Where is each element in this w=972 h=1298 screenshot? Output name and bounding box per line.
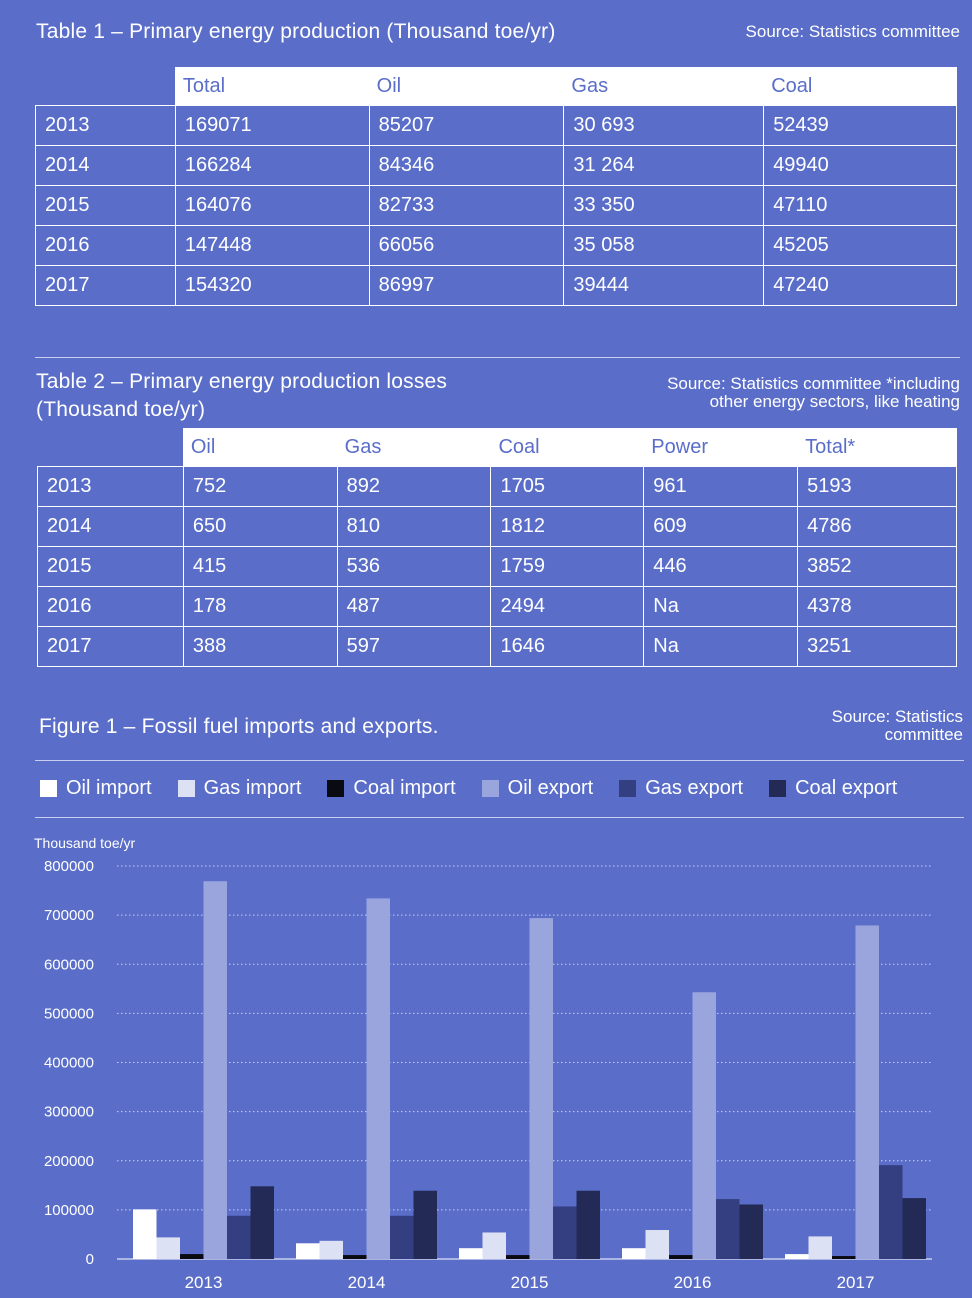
table-cell: 597 bbox=[337, 627, 491, 667]
table1-title: Table 1 – Primary energy production (Thousand toe/yr) bbox=[36, 20, 556, 43]
legend-label: Oil import bbox=[66, 777, 152, 799]
figure1-title: Figure 1 – Fossil fuel imports and exports. bbox=[39, 715, 439, 738]
y-tick-label: 400000 bbox=[43, 1054, 94, 1072]
table-cell: 609 bbox=[644, 507, 798, 547]
x-tick-label: 2017 bbox=[836, 1273, 875, 1292]
table1-header-coal: Coal bbox=[764, 68, 957, 106]
bar bbox=[251, 1186, 275, 1259]
bar bbox=[832, 1256, 856, 1259]
bar bbox=[483, 1232, 507, 1259]
bar bbox=[459, 1248, 483, 1259]
table-cell: 810 bbox=[337, 507, 491, 547]
x-tick-label: 2016 bbox=[673, 1273, 712, 1292]
table-cell: 66056 bbox=[369, 226, 564, 266]
y-tick-label: 700000 bbox=[43, 907, 94, 925]
table2-header-gas: Gas bbox=[337, 429, 491, 467]
bar bbox=[879, 1165, 903, 1259]
table-cell: 752 bbox=[183, 467, 337, 507]
table-cell: 1705 bbox=[491, 467, 644, 507]
bar bbox=[553, 1206, 577, 1259]
bar bbox=[390, 1216, 414, 1259]
bar bbox=[227, 1216, 251, 1259]
table2-header-oil: Oil bbox=[183, 429, 337, 467]
table-cell: 86997 bbox=[369, 266, 564, 306]
table2-title-line2: (Thousand toe/yr) bbox=[36, 398, 206, 421]
table-cell: 388 bbox=[183, 627, 337, 667]
table-cell: 1812 bbox=[491, 507, 644, 547]
table-cell: 2016 bbox=[38, 587, 184, 627]
table-cell: 4786 bbox=[798, 507, 957, 547]
table-cell: 2015 bbox=[38, 547, 184, 587]
table-cell: Na bbox=[644, 587, 798, 627]
table2-header-total: Total* bbox=[798, 429, 957, 467]
table-cell: 961 bbox=[644, 467, 798, 507]
legend-label: Gas export bbox=[645, 777, 744, 799]
table-cell: 30 693 bbox=[564, 106, 764, 146]
bar bbox=[693, 992, 717, 1259]
table-cell: 35 058 bbox=[564, 226, 764, 266]
table-cell: 47240 bbox=[764, 266, 957, 306]
table-cell: 47110 bbox=[764, 186, 957, 226]
table-cell: 49940 bbox=[764, 146, 957, 186]
table2-source-line2: other energy sectors, like heating bbox=[709, 392, 960, 411]
table-cell: 650 bbox=[183, 507, 337, 547]
legend-label: Coal export bbox=[795, 777, 898, 799]
table2-header-coal: Coal bbox=[491, 429, 644, 467]
table1-source: Source: Statistics committee bbox=[745, 22, 960, 41]
y-tick-label: 100000 bbox=[43, 1201, 94, 1219]
bar bbox=[856, 925, 880, 1259]
table-cell: 536 bbox=[337, 547, 491, 587]
table-cell: 892 bbox=[337, 467, 491, 507]
table-cell: 2013 bbox=[38, 467, 184, 507]
table-cell: 2017 bbox=[36, 266, 176, 306]
figure1-source-line1: Source: Statistics bbox=[831, 707, 963, 726]
bar bbox=[577, 1191, 601, 1259]
x-tick-label: 2015 bbox=[510, 1273, 549, 1292]
table1-header-oil: Oil bbox=[369, 68, 564, 106]
legend-label: Oil export bbox=[507, 777, 594, 799]
bar bbox=[622, 1248, 646, 1259]
legend-label: Coal import bbox=[353, 777, 456, 799]
table-cell: 2017 bbox=[38, 627, 184, 667]
table2-title-line1: Table 2 – Primary energy production losses bbox=[36, 370, 448, 393]
table-cell: 446 bbox=[644, 547, 798, 587]
bar bbox=[296, 1243, 320, 1259]
y-tick-label: 0 bbox=[85, 1251, 94, 1268]
table-cell: 166284 bbox=[175, 146, 369, 186]
bar bbox=[716, 1199, 740, 1259]
bar bbox=[506, 1255, 530, 1259]
table2-header-power: Power bbox=[644, 429, 798, 467]
table-cell: 2016 bbox=[36, 226, 176, 266]
y-axis-label: Thousand toe/yr bbox=[34, 835, 136, 851]
table-cell: 154320 bbox=[175, 266, 369, 306]
table-cell: 3251 bbox=[798, 627, 957, 667]
table-cell: 4378 bbox=[798, 587, 957, 627]
y-tick-label: 800000 bbox=[43, 858, 94, 875]
chart-bars bbox=[133, 881, 926, 1259]
x-axis-ticks bbox=[185, 1273, 875, 1292]
table-cell: 415 bbox=[183, 547, 337, 587]
table-cell: 39444 bbox=[564, 266, 764, 306]
y-tick-label: 200000 bbox=[43, 1152, 94, 1170]
table-cell: 2015 bbox=[36, 186, 176, 226]
table-cell: 33 350 bbox=[564, 186, 764, 226]
table-cell: 5193 bbox=[798, 467, 957, 507]
table-cell: 169071 bbox=[175, 106, 369, 146]
table-cell: 45205 bbox=[764, 226, 957, 266]
bar bbox=[809, 1236, 833, 1259]
table-cell: 164076 bbox=[175, 186, 369, 226]
y-tick-label: 500000 bbox=[43, 1005, 94, 1023]
bar bbox=[414, 1191, 438, 1259]
y-axis-ticks bbox=[44, 858, 94, 1268]
table-cell: 1646 bbox=[491, 627, 644, 667]
table-cell: 178 bbox=[183, 587, 337, 627]
table-cell: 31 264 bbox=[564, 146, 764, 186]
table-cell: 85207 bbox=[369, 106, 564, 146]
bar bbox=[320, 1241, 344, 1259]
table2-source-line1: Source: Statistics committee *including bbox=[667, 374, 960, 393]
bar bbox=[180, 1254, 204, 1259]
table1-header-total: Total bbox=[175, 68, 369, 106]
table-cell: 147448 bbox=[175, 226, 369, 266]
bar bbox=[343, 1255, 367, 1259]
chart-grid bbox=[117, 866, 932, 1259]
figure1-source-line2: committee bbox=[884, 725, 963, 744]
table-cell: 2014 bbox=[36, 146, 176, 186]
bar bbox=[785, 1254, 809, 1259]
table-cell: 2494 bbox=[491, 587, 644, 627]
table-cell: 84346 bbox=[369, 146, 564, 186]
x-tick-label: 2014 bbox=[347, 1273, 386, 1292]
table-cell: 52439 bbox=[764, 106, 957, 146]
table1-header-gas: Gas bbox=[564, 68, 764, 106]
bar bbox=[903, 1198, 927, 1259]
bar bbox=[157, 1237, 181, 1259]
table-cell: 1759 bbox=[491, 547, 644, 587]
bar bbox=[530, 918, 554, 1259]
bar bbox=[204, 881, 228, 1259]
table-cell: Na bbox=[644, 627, 798, 667]
table-cell: 82733 bbox=[369, 186, 564, 226]
bar bbox=[669, 1255, 693, 1259]
table-cell: 2014 bbox=[38, 507, 184, 547]
bar bbox=[133, 1209, 157, 1259]
table-cell: 2013 bbox=[36, 106, 176, 146]
legend-label: Gas import bbox=[203, 777, 302, 799]
bar bbox=[646, 1230, 670, 1259]
bar bbox=[740, 1204, 764, 1259]
y-tick-label: 600000 bbox=[43, 956, 94, 974]
table-cell: 487 bbox=[337, 587, 491, 627]
table-cell: 3852 bbox=[798, 547, 957, 587]
bar bbox=[367, 898, 391, 1259]
y-tick-label: 300000 bbox=[43, 1103, 94, 1121]
x-tick-label: 2013 bbox=[184, 1273, 223, 1292]
